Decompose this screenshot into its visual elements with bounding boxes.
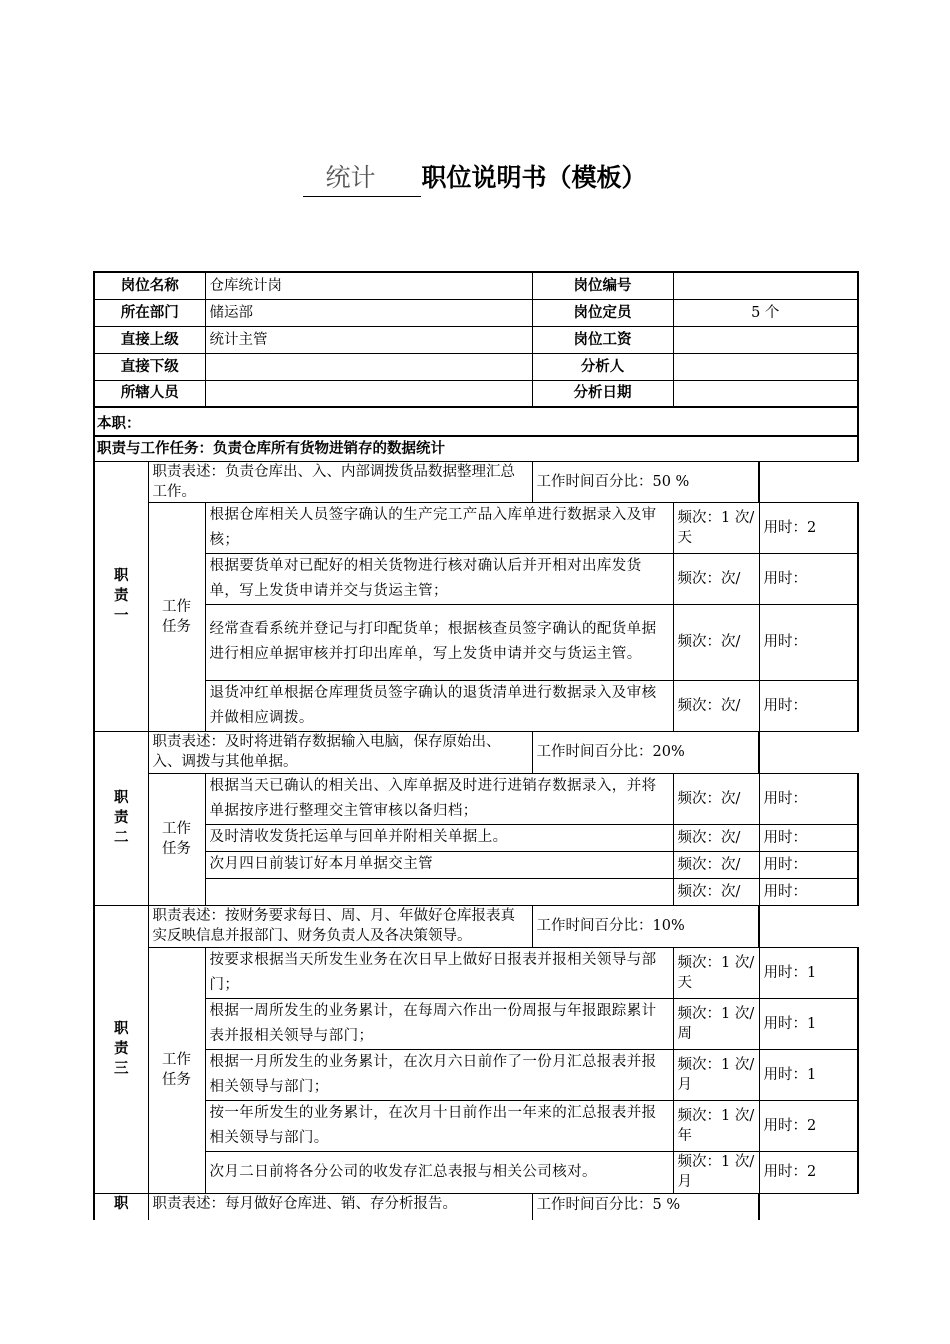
duty-3-task-4-freq: 频次：1 次/年 <box>673 1100 759 1151</box>
duty-1-task-2-freq: 频次：次/ <box>673 553 759 604</box>
duty-3-task-1: 按要求根据当天所发生业务在次日早上做好日报表并报相关领导与部门； <box>205 947 673 998</box>
duty-2-label-text: 职 责 二 <box>114 790 129 846</box>
value-headcount: 5 个 <box>673 299 858 326</box>
duty-3-task-4: 按一年所发生的业务累计，在次月十日前作出一年来的汇总报表并报相关领导与部门。 <box>205 1100 673 1151</box>
duty-3-task-label-text: 工作 任务 <box>162 1052 191 1088</box>
duty-3-description-text: 职责表述：按财务要求每日、周、月、年做好仓库报表真实反映信息并报部门、财务负责人及各决策领导。 <box>152 908 515 944</box>
duty-1-label-text: 职 责 一 <box>114 568 129 624</box>
duty-2-task-2-freq: 频次：次/ <box>673 824 759 851</box>
duty-1-task-label-text: 工作 任务 <box>162 598 191 635</box>
value-job-title: 仓库统计岗 <box>205 272 532 299</box>
label-job-title: 岗位名称 <box>94 272 205 299</box>
label-job-code: 岗位编号 <box>532 272 673 299</box>
duty-3-task-3-hours: 用时：1 <box>759 1049 858 1100</box>
label-superior: 直接上级 <box>94 326 205 353</box>
label-subordinate: 直接下级 <box>94 353 205 380</box>
duty-2-task-1-hours: 用时： <box>759 773 858 824</box>
duty-2-task-4-hours: 用时： <box>759 878 858 905</box>
duty-3-task-3-freq: 频次：1 次/月 <box>673 1049 759 1100</box>
duty-3-task-label <box>148 947 205 1193</box>
value-superior: 统计主管 <box>205 326 532 353</box>
duty-1-label <box>94 461 148 731</box>
duty-3-task-1-freq: 频次：1 次/天 <box>673 947 759 998</box>
value-staff <box>205 380 532 407</box>
duty-3-task-5-hours: 用时：2 <box>759 1151 858 1193</box>
duty-3-percent: 工作时间百分比：10% <box>532 905 759 947</box>
section-responsibilities: 职责与工作任务：负责仓库所有货物进销存的数据统计 <box>94 436 858 461</box>
value-analyst <box>673 353 858 380</box>
duty-4-description: 职责表述：每月做好仓库进、销、存分析报告。 <box>148 1193 532 1220</box>
label-analyst: 分析人 <box>532 353 673 380</box>
duty-3-label-text: 职 责 三 <box>114 1021 129 1077</box>
document-title <box>0 160 950 197</box>
duty-2-task-2: 及时清收发货托运单与回单并附相关单据上。 <box>205 824 673 851</box>
duty-2-task-3-freq: 频次：次/ <box>673 851 759 878</box>
value-department: 储运部 <box>205 299 532 326</box>
duty-3-task-5-freq: 频次：1 次/月 <box>673 1151 759 1193</box>
duty-2-task-4-freq: 频次：次/ <box>673 878 759 905</box>
duty-4-percent: 工作时间百分比：5 % <box>532 1193 759 1220</box>
label-department: 所在部门 <box>94 299 205 326</box>
duty-1-task-3-hours: 用时： <box>759 604 858 680</box>
duty-2-task-label-text: 工作 任务 <box>162 821 191 857</box>
duty-1-task-4-hours: 用时： <box>759 680 858 731</box>
duty-3-task-2-hours: 用时：1 <box>759 998 858 1049</box>
value-job-code <box>673 272 858 299</box>
duty-1-task-1-hours: 用时：2 <box>759 502 858 553</box>
label-analysis-date: 分析日期 <box>532 380 673 407</box>
duty-1-task-2-hours: 用时： <box>759 553 858 604</box>
duty-3-description <box>148 905 532 947</box>
value-subordinate <box>205 353 532 380</box>
duty-1-task-1: 根据仓库相关人员签字确认的生产完工产品入库单进行数据录入及审核； <box>205 502 673 553</box>
duty-3-task-1-hours: 用时：1 <box>759 947 858 998</box>
title-main: 职位说明书（模板） <box>421 163 647 192</box>
duty-1-task-3-freq: 频次：次/ <box>673 604 759 680</box>
duty-1-task-4: 退货冲红单根据仓库理货员签字确认的退货清单进行数据录入及审核并做相应调拨。 <box>205 680 673 731</box>
duty-2-task-4 <box>205 878 673 905</box>
duty-3-task-3: 根据一月所发生的业务累计，在次月六日前作了一份月汇总报表并报相关领导与部门； <box>205 1049 673 1100</box>
value-analysis-date <box>673 380 858 407</box>
duty-2-task-1: 根据当天已确认的相关出、入库单据及时进行进销存数据录入，并将单据按序进行整理交主管审核以备归档； <box>205 773 673 824</box>
label-salary: 岗位工资 <box>532 326 673 353</box>
label-staff: 所辖人员 <box>94 380 205 407</box>
duty-1-task-4-freq: 频次：次/ <box>673 680 759 731</box>
value-salary <box>673 326 858 353</box>
duty-1-task-label <box>148 502 205 731</box>
duty-2-percent: 工作时间百分比：20% <box>532 731 759 773</box>
duty-2-task-3: 次月四日前装订好本月单据交主管 <box>205 851 673 878</box>
duty-2-task-1-freq: 频次：次/ <box>673 773 759 824</box>
duty-2-task-3-hours: 用时： <box>759 851 858 878</box>
duty-3-label <box>94 905 148 1193</box>
duty-4-label: 职 <box>94 1193 148 1220</box>
duty-1-percent: 工作时间百分比：50 % <box>532 461 759 502</box>
duty-2-task-2-hours: 用时： <box>759 824 858 851</box>
duty-1-description: 职责表述：负责仓库出、入、内部调拨货品数据整理汇总工作。 <box>148 461 532 502</box>
duty-2-description: 职责表述：及时将进销存数据输入电脑，保存原始出、入、调拨与其他单据。 <box>148 731 532 773</box>
duty-3-task-2: 根据一周所发生的业务累计，在每周六作出一份周报与年报跟踪累计表并报相关领导与部门； <box>205 998 673 1049</box>
position-name-blank: 统计 <box>303 160 421 197</box>
duty-2-label <box>94 731 148 905</box>
job-description-table <box>93 271 859 1220</box>
duty-3-task-4-hours: 用时：2 <box>759 1100 858 1151</box>
duty-3-task-2-freq: 频次：1 次/周 <box>673 998 759 1049</box>
duty-2-task-label <box>148 773 205 905</box>
duty-1-task-3: 经常查看系统并登记与打印配货单；根据核查员签字确认的配货单据进行相应单据审核并打印出库单，写上发货申请并交与货运主管。 <box>205 604 673 680</box>
duty-1-task-1-freq: 频次：1 次/天 <box>673 502 759 553</box>
section-main-duty: 本职： <box>94 407 858 436</box>
label-headcount: 岗位定员 <box>532 299 673 326</box>
duty-1-task-2: 根据要货单对已配好的相关货物进行核对确认后并开相对出库发货单，写上发货申请并交与货运主管； <box>205 553 673 604</box>
duty-3-task-5: 次月二日前将各分公司的收发存汇总表报与相关公司核对。 <box>205 1151 673 1193</box>
